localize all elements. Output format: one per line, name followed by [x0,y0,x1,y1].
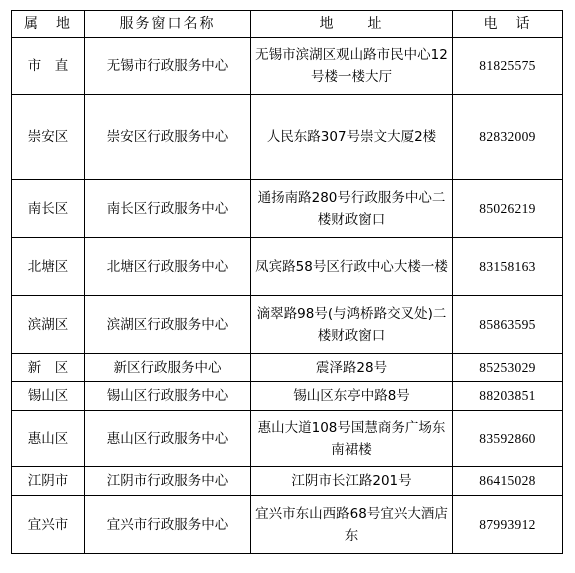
region-cell: 惠山区 [12,411,85,467]
address-cell: 滴翠路98号(与鸿桥路交叉处)二楼财政窗口 [251,296,453,354]
address-cell: 无锡市滨湖区观山路市民中心12号楼一楼大厅 [251,38,453,95]
address-cell: 江阴市长江路201号 [251,467,453,496]
phone-cell: 85863595 [453,296,563,354]
address-cell: 通扬南路280号行政服务中心二楼财政窗口 [251,180,453,238]
region-cell: 市 直 [12,38,85,95]
address-cell: 惠山大道108号国慧商务广场东南裙楼 [251,411,453,467]
phone-cell: 86415028 [453,467,563,496]
office-cell: 南长区行政服务中心 [85,180,251,238]
phone-cell: 88203851 [453,382,563,411]
address-cell: 凤宾路58号区行政中心大楼一楼 [251,238,453,296]
address-cell: 震泽路28号 [251,354,453,382]
office-cell: 锡山区行政服务中心 [85,382,251,411]
phone-cell: 83158163 [453,238,563,296]
phone-cell: 87993912 [453,496,563,554]
phone-cell: 83592860 [453,411,563,467]
office-cell: 江阴市行政服务中心 [85,467,251,496]
region-cell: 崇安区 [12,95,85,180]
phone-cell: 81825575 [453,38,563,95]
table-row [12,411,563,467]
office-cell: 北塘区行政服务中心 [85,238,251,296]
table-row [12,38,563,95]
phone-cell: 85253029 [453,354,563,382]
region-cell: 江阴市 [12,467,85,496]
office-cell: 无锡市行政服务中心 [85,38,251,95]
address-cell: 锡山区东亭中路8号 [251,382,453,411]
region-cell: 锡山区 [12,382,85,411]
table-row [12,296,563,354]
address-cell: 宜兴市东山西路68号宜兴大酒店东 [251,496,453,554]
region-cell: 滨湖区 [12,296,85,354]
office-cell: 惠山区行政服务中心 [85,411,251,467]
office-cell: 崇安区行政服务中心 [85,95,251,180]
table-row [12,180,563,238]
header-office-name: 服务窗口名称 [85,11,251,38]
table-row [12,496,563,554]
service-office-table [11,10,563,554]
office-cell: 滨湖区行政服务中心 [85,296,251,354]
region-cell: 新 区 [12,354,85,382]
region-cell: 北塘区 [12,238,85,296]
office-cell: 宜兴市行政服务中心 [85,496,251,554]
table-row [12,354,563,382]
office-cell: 新区行政服务中心 [85,354,251,382]
table-row [12,238,563,296]
region-cell: 宜兴市 [12,496,85,554]
table-row [12,95,563,180]
region-cell: 南长区 [12,180,85,238]
header-address: 地 址 [251,11,453,38]
table-row [12,467,563,496]
header-phone: 电 话 [453,11,563,38]
header-region: 属 地 [12,11,85,38]
phone-cell: 85026219 [453,180,563,238]
address-cell: 人民东路307号崇文大厦2楼 [251,95,453,180]
phone-cell: 82832009 [453,95,563,180]
table-row [12,382,563,411]
table-header-row [12,11,563,38]
